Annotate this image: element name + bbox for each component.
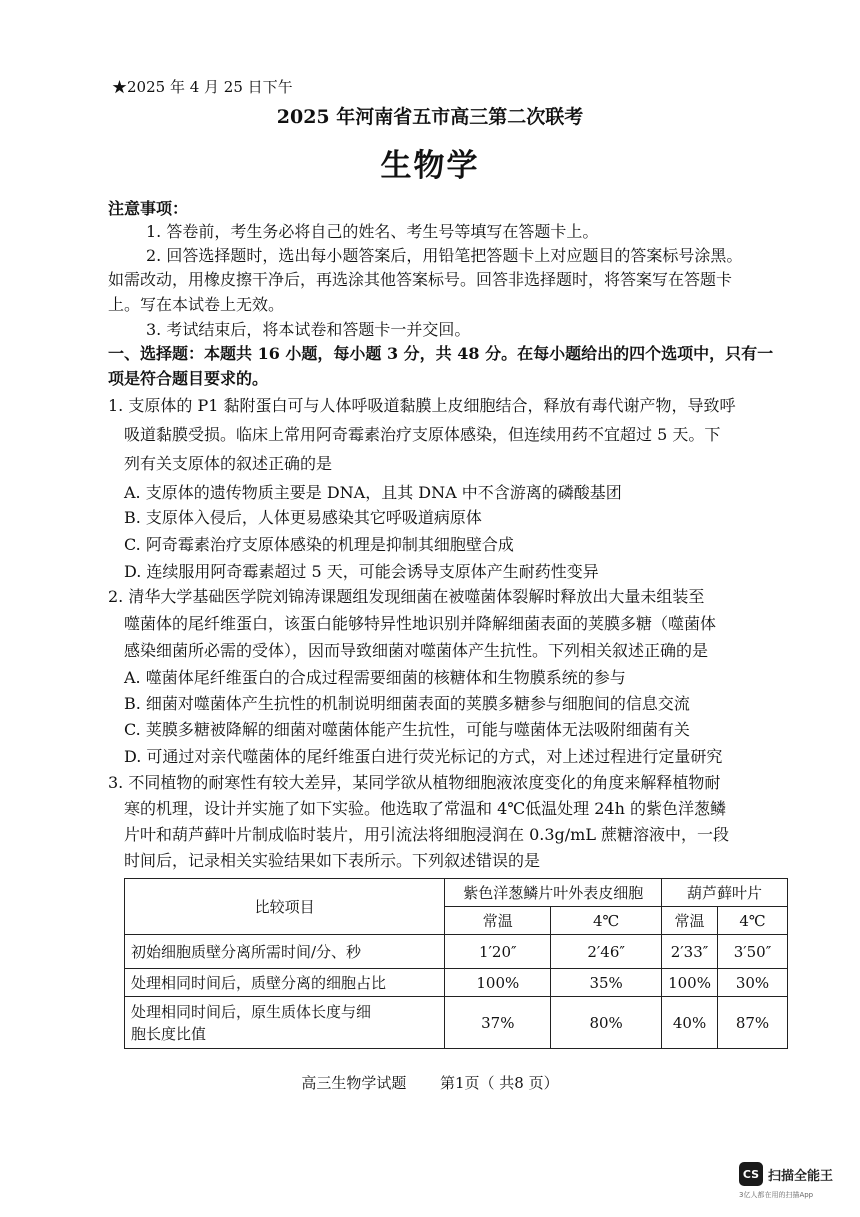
table-row bbox=[125, 935, 788, 969]
question-1-option-d: D. 连续服用阿奇霉素超过 5 天，可能会诱导支原体产生耐药性变异 bbox=[124, 562, 599, 581]
row-label: 初始细胞质壁分离所需时间/分、秒 bbox=[125, 935, 445, 969]
exam-date: ★2025 年 4 月 25 日下午 bbox=[112, 78, 293, 96]
question-2-option-a: A. 噬菌体尾纤维蛋白的合成过程需要细菌的核糖体和生物膜系统的参与 bbox=[124, 668, 626, 687]
footer-subject: 高三生物学试题 bbox=[301, 1074, 407, 1092]
footer-page-number: 第1页（ 共8 页） bbox=[439, 1074, 559, 1092]
table-row bbox=[125, 997, 788, 1049]
section-heading: 一、选择题：本题共 16 小题，每小题 3 分，共 48 分。在每小题给出的四个选项中，只有一 bbox=[108, 344, 774, 363]
section-heading: 项是符合题目要求的。 bbox=[108, 369, 269, 388]
comparison-table bbox=[124, 878, 788, 1049]
sub-header-4c: 4℃ bbox=[551, 907, 662, 935]
question-3-stem: 3. 不同植物的耐寒性有较大差异，某同学欲从植物细胞液浓度变化的角度来解释植物耐 bbox=[108, 773, 721, 792]
compare-item-header: 比较项目 bbox=[125, 879, 445, 935]
table-cell: 2′46″ bbox=[551, 935, 662, 969]
question-2-stem: 噬菌体的尾纤维蛋白，该蛋白能够特异性地识别并降解细菌表面的荚膜多糖（噬菌体 bbox=[124, 614, 717, 633]
table-cell: 100% bbox=[445, 969, 551, 997]
notice-line: 2. 回答选择题时，选出每小题答案后，用铅笔把答题卡上对应题目的答案标号涂黑。 bbox=[146, 246, 743, 265]
notice-heading: 注意事项： bbox=[108, 199, 189, 218]
sub-header-room-temp: 常温 bbox=[662, 907, 718, 935]
question-2-option-d: D. 可通过对亲代噬菌体的尾纤维蛋白进行荧光标记的方式，对上述过程进行定量研究 bbox=[124, 747, 723, 766]
question-1-stem: 1. 支原体的 P1 黏附蛋白可与人体呼吸道黏膜上皮细胞结合，释放有毒代谢产物，导致呼 bbox=[108, 396, 736, 415]
question-1-stem: 吸道黏膜受损。临床上常用阿奇霉素治疗支原体感染，但连续用药不宜超过 5 天。下 bbox=[124, 425, 721, 444]
table-cell: 100% bbox=[662, 969, 718, 997]
table-cell: 87% bbox=[718, 997, 788, 1049]
onion-group-header: 紫色洋葱鳞片叶外表皮细胞 bbox=[445, 879, 662, 907]
question-2-stem: 2. 清华大学基础医学院刘锦涛课题组发现细菌在被噬菌体裂解时释放出大量未组装至 bbox=[108, 587, 705, 606]
moss-group-header: 葫芦藓叶片 bbox=[662, 879, 788, 907]
table-cell: 35% bbox=[551, 969, 662, 997]
notice-line: 1. 答卷前，考生务必将自己的姓名、考生号等填写在答题卡上。 bbox=[146, 222, 599, 241]
camscanner-icon: CS bbox=[739, 1162, 763, 1186]
table-cell: 2′33″ bbox=[662, 935, 718, 969]
table-cell: 1′20″ bbox=[445, 935, 551, 969]
row-label: 处理相同时间后，质壁分离的细胞占比 bbox=[125, 969, 445, 997]
row-label bbox=[125, 997, 445, 1049]
question-3-stem: 寒的机理，设计并实施了如下实验。他选取了常温和 4℃低温处理 24h 的紫色洋葱鳞 bbox=[124, 799, 727, 818]
question-3-stem: 片叶和葫芦藓叶片制成临时装片，用引流法将细胞浸润在 0.3g/mL 蔗糖溶液中，一段 bbox=[124, 825, 730, 844]
row-label-line: 胞长度比值 bbox=[131, 1024, 207, 1043]
table-row bbox=[125, 969, 788, 997]
page-footer bbox=[0, 1072, 860, 1093]
table-cell: 30% bbox=[718, 969, 788, 997]
question-2-option-b: B. 细菌对噬菌体产生抗性的机制说明细菌表面的荚膜多糖参与细胞间的信息交流 bbox=[124, 694, 690, 713]
exam-title: 2025 年河南省五市高三第二次联考 bbox=[276, 106, 584, 128]
table-cell: 40% bbox=[662, 997, 718, 1049]
subject-title: 生物学 bbox=[380, 148, 480, 184]
scanner-name: 扫描全能王 bbox=[768, 1168, 834, 1184]
question-1-option-a: A. 支原体的遗传物质主要是 DNA，且其 DNA 中不含游离的磷酸基团 bbox=[124, 483, 622, 502]
scanner-logo bbox=[739, 1162, 833, 1186]
question-1-option-b: B. 支原体入侵后，人体更易感染其它呼吸道病原体 bbox=[124, 508, 482, 527]
row-label-line: 处理相同时间后，原生质体长度与细 bbox=[131, 1002, 372, 1021]
table-cell: 80% bbox=[551, 997, 662, 1049]
notice-line: 上。写在本试卷上无效。 bbox=[108, 295, 285, 314]
question-2-option-c: C. 荚膜多糖被降解的细菌对噬菌体能产生抗性，可能与噬菌体无法吸附细菌有关 bbox=[124, 720, 690, 739]
notice-line: 如需改动，用橡皮擦干净后，再选涂其他答案标号。回答非选择题时，将答案写在答题卡 bbox=[108, 270, 733, 289]
sub-header-room-temp: 常温 bbox=[445, 907, 551, 935]
question-1-stem: 列有关支原体的叙述正确的是 bbox=[124, 454, 333, 473]
question-1-option-c: C. 阿奇霉素治疗支原体感染的机理是抑制其细胞壁合成 bbox=[124, 535, 514, 554]
scanner-tagline: 3亿人都在用的扫描App bbox=[739, 1191, 814, 1199]
question-3-stem: 时间后，记录相关实验结果如下表所示。下列叙述错误的是 bbox=[124, 851, 541, 870]
sub-header-4c: 4℃ bbox=[718, 907, 788, 935]
table-cell: 37% bbox=[445, 997, 551, 1049]
table-cell: 3′50″ bbox=[718, 935, 788, 969]
question-2-stem: 感染细菌所必需的受体），因而导致细菌对噬菌体产生抗性。下列相关叙述正确的是 bbox=[124, 641, 709, 660]
notice-line: 3. 考试结束后，将本试卷和答题卡一并交回。 bbox=[146, 320, 471, 339]
